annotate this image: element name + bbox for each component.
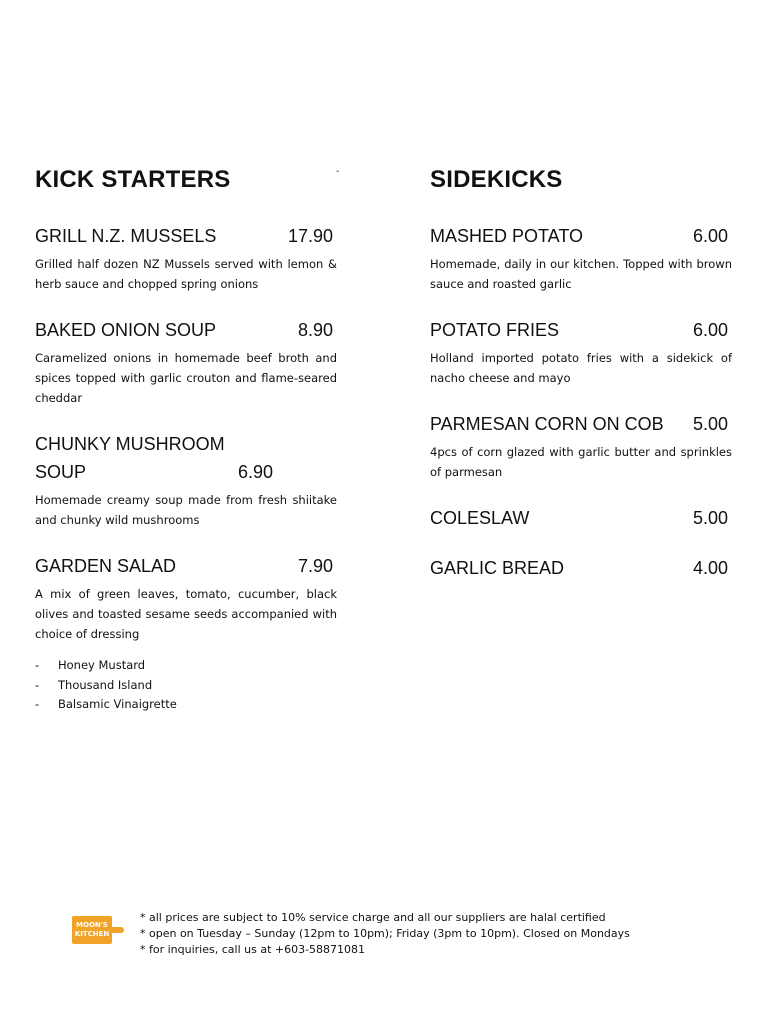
item-name: CHUNKY MUSHROOM SOUP: [35, 434, 225, 482]
item-price: 6.00: [692, 226, 728, 246]
item-name: GARLIC BREAD: [430, 558, 565, 578]
menu-item: [430, 554, 732, 582]
item-description: Grilled half dozen NZ Mussels served with lemon & herb sauce and chopped spring onions: [35, 257, 337, 291]
service-charge-note: * all prices are subject to 10% service charge and all our suppliers are halal certified: [140, 911, 606, 924]
item-description: 4pcs of corn glazed with garlic butter and sprinkles of parmesan: [430, 445, 732, 479]
sidekicks-column: [430, 166, 732, 604]
kick-starters-column: [35, 166, 340, 737]
dressing-option: - Thousand Island: [35, 677, 153, 692]
item-name: MASHED POTATO: [430, 226, 584, 246]
moons-kitchen-logo: MOON'S KITCHEN: [72, 916, 126, 944]
menu-item: [430, 504, 732, 532]
dressing-options: [35, 656, 337, 715]
item-price: 6.90: [237, 462, 273, 482]
inquiries-note: * for inquiries, call us at +603-58871081: [140, 943, 366, 956]
menu-item: [35, 430, 337, 530]
opening-hours-note: * open on Tuesday – Sunday (12pm to 10pm); Friday (3pm to 10pm). Closed on Mondays: [140, 927, 630, 940]
item-price: 17.90: [287, 226, 333, 246]
item-name: COLESLAW: [430, 508, 530, 528]
item-description: A mix of green leaves, tomato, cucumber, black olives and toasted sesame seeds accompanied with choice of dressing: [35, 587, 337, 641]
item-price: 4.00: [692, 558, 728, 578]
item-name: GARDEN SALAD: [35, 556, 177, 576]
menu-item: [430, 410, 732, 482]
menu-item: [430, 222, 732, 294]
item-price: 7.90: [297, 556, 333, 576]
pan-handle-icon: [110, 927, 124, 933]
menu-item: [430, 316, 732, 388]
item-name: GRILL N.Z. MUSSELS: [35, 226, 217, 246]
item-price: 5.00: [692, 508, 728, 528]
item-name: POTATO FRIES: [430, 320, 560, 340]
footer: [72, 910, 630, 958]
item-description: Homemade creamy soup made from fresh shiitake and chunky wild mushrooms: [35, 493, 337, 527]
item-name: BAKED ONION SOUP: [35, 320, 217, 340]
kick-starters-title: KICK STARTERS: [35, 166, 231, 193]
item-description: Holland imported potato fries with a sidekick of nacho cheese and mayo: [430, 351, 732, 385]
menu-item: [35, 552, 337, 715]
sidekicks-title: SIDEKICKS: [430, 166, 563, 193]
item-description: Homemade, daily in our kitchen. Topped with brown sauce and roasted garlic: [430, 257, 732, 291]
item-price: 5.00: [692, 414, 728, 434]
menu-item: [35, 222, 337, 294]
item-price: 8.90: [297, 320, 333, 340]
dressing-option: - Balsamic Vinaigrette: [35, 697, 177, 711]
stray-mark: -: [336, 166, 340, 177]
menu-item: [35, 316, 337, 408]
item-description: Caramelized onions in homemade beef broth and spices topped with garlic crouton and flame-seared cheddar: [35, 351, 337, 405]
dressing-option: - Honey Mustard: [35, 658, 146, 672]
item-price: 6.00: [692, 320, 728, 340]
footer-notes: [140, 910, 630, 958]
item-name: PARMESAN CORN ON COB: [430, 414, 664, 434]
